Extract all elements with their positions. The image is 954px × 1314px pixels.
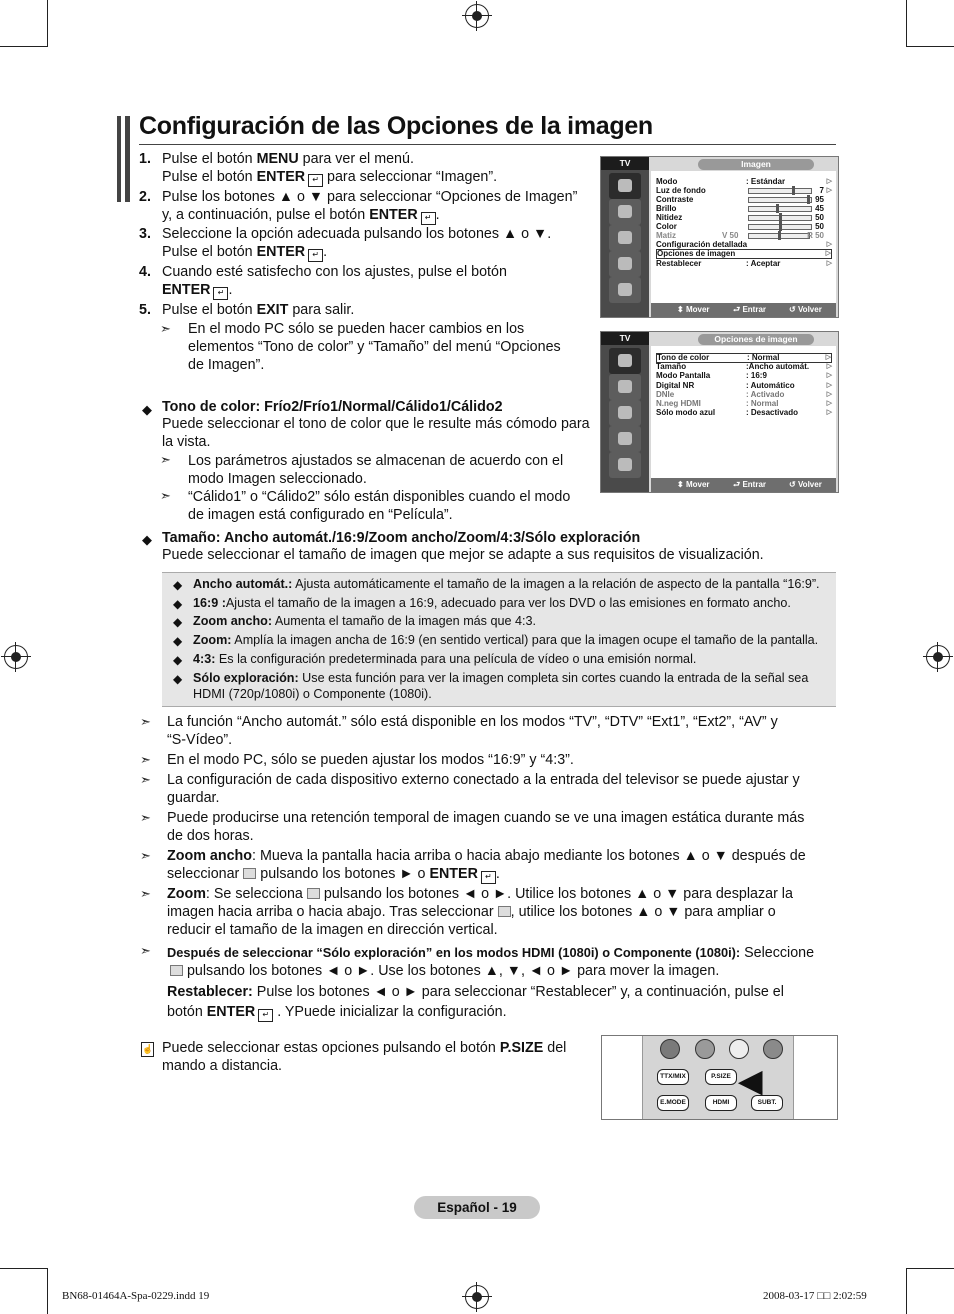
title-bar: [125, 116, 130, 202]
remote-body: [642, 1036, 794, 1119]
note-pc: En el modo PC sólo se pueden hacer cambios en los elementos “Tono de color” y “Tamaño” del menú “Opciones de Imagen”.: [188, 321, 561, 373]
diamond-bullet-icon: ◆: [173, 615, 183, 629]
subt-button: SUBT.: [751, 1095, 783, 1111]
diamond-bullet-icon: ◆: [173, 597, 183, 611]
pointer-arrow-icon: ◀: [739, 1065, 763, 1098]
osd-main: Tono de color : Normal ▷ Tamaño :Ancho automát. ▷ Modo Pantalla : 16:9 ▷ Digital NR : Automático ▷ DNIe : Activado ▷ N.neg HDMI : Normal ▷ Sólo modo azul : Desactivado ▷: [651, 346, 836, 478]
sound-icon: [609, 374, 641, 400]
setup-icon: [609, 426, 641, 452]
enter-icon: ↵: [421, 212, 436, 225]
note-arrow-icon: ➣: [160, 488, 171, 503]
title-bar: [117, 116, 121, 202]
channel-icon: [609, 400, 641, 426]
osd-selected-row: Tono de color : Normal ▷: [657, 353, 831, 362]
note: En el modo PC, sólo se pueden ajustar los modos “16:9” y “4:3”.: [167, 752, 574, 768]
diamond-bullet-icon: ◆: [173, 672, 183, 686]
osd-header: Imagen: [698, 159, 814, 170]
blue-button-icon: [763, 1039, 783, 1059]
psize-button: P.SIZE: [705, 1069, 737, 1085]
size-option: Zoom: Amplía la imagen ancha de 16:9 (en sentido vertical) para que la imagen ocupe el tamaño de la pantalla.: [193, 633, 819, 647]
note-solo-exploracion: Después de seleccionar “Sólo exploración” en los modos HDMI (1080i) o Componente (1080i): Seleccione pulsando los botones ◄ o ►. Use los botones ▲, ▼, ◄ o ► para mover la imagen.: [167, 945, 815, 979]
osd-header: Opciones de imagen: [698, 334, 814, 345]
step-number: 1.: [139, 151, 151, 167]
diamond-bullet-icon: ◆: [142, 532, 152, 547]
step-4: Cuando esté satisfecho con los ajustes, pulse el botón ENTER ↵ .: [162, 264, 507, 298]
hdmi-button: HDMI: [705, 1095, 737, 1111]
osd-picture-options-menu: [600, 331, 839, 493]
enter-icon: ↵: [308, 249, 323, 262]
page-title: Configuración de las Opciones de la imagen: [139, 112, 653, 140]
footer-file: BN68-01464A-Spa-0229.indd 19: [62, 1290, 210, 1302]
osd-footer: ⬍ Mover ⮐ Entrar ↺ Volver: [651, 478, 836, 492]
step-number: 2.: [139, 189, 151, 205]
size-option: Ancho automát.: Ajusta automáticamente el tamaño de la imagen a la relación de aspecto de la pantalla “16:9”.: [193, 577, 820, 591]
step-number: 4.: [139, 264, 151, 280]
note-arrow-icon: ➣: [160, 452, 171, 467]
enter-icon: ↵: [258, 1009, 273, 1022]
title-rule: [139, 144, 836, 145]
note-arrow-icon: ➣: [140, 810, 151, 825]
note: Puede producirse una retención temporal de imagen cuando se ve una imagen estática durante más de dos horas.: [167, 810, 805, 844]
enter-icon: ↵: [308, 174, 323, 187]
note-arrow-icon: ➣: [140, 886, 151, 901]
input-icon: [609, 452, 641, 478]
size-option: Zoom ancho: Aumenta el tamaño de la imagen más que 4:3.: [193, 614, 536, 628]
remote-illustration: [601, 1035, 838, 1120]
screen-mode-icon: [170, 965, 183, 976]
note-arrow-icon: ➣: [140, 752, 151, 767]
step-number: 3.: [139, 226, 151, 242]
tono-heading: Tono de color: Frío2/Frío1/Normal/Cálido1/Cálido2: [162, 399, 503, 415]
note-arrow-icon: ➣: [140, 714, 151, 729]
note: La configuración de cada dispositivo externo conectado a la entrada del televisor se puede ajustar y guardar.: [167, 772, 800, 806]
note-zoom-ancho: Zoom ancho: Mueva la pantalla hacia arriba o hacia abajo mediante los botones ▲ o ▼ después de seleccionar pulsando los botones ► o ENTER ↵ .: [167, 848, 806, 882]
step-2: Pulse los botones ▲ o ▼ para seleccionar “Opciones de Imagen” y, a continuación, pulse el botón ENTER ↵ .: [162, 189, 578, 223]
screen-mode-icon: [498, 906, 511, 917]
osd-tv-label: TV: [601, 332, 649, 345]
tono-desc: Puede seleccionar el tono de color que le resulte más cómodo para la vista.: [162, 416, 590, 450]
note-arrow-icon: ➣: [160, 321, 171, 336]
page-number-label: Español - 19: [414, 1196, 540, 1219]
enter-icon: ↵: [213, 287, 228, 300]
size-option: 4:3: Es la configuración predeterminada para una película de vídeo o una emisión normal.: [193, 652, 697, 666]
sound-icon: [609, 199, 641, 225]
registration-mark-top-icon: [465, 4, 489, 28]
registration-mark-bottom-icon: [465, 1285, 489, 1309]
screen-mode-icon: [307, 888, 320, 899]
screen-mode-icon: [243, 868, 256, 879]
tamano-desc: Puede seleccionar el tamaño de imagen que mejor se adapte a sus requisitos de visualización.: [162, 547, 764, 563]
note-restablecer: Restablecer: Pulse los botones ◄ o ► para seleccionar “Restablecer” y, a continuación, pulse el botón ENTER ↵ . YPuede inicializar la configuración.: [167, 984, 784, 1020]
registration-mark-left-icon: [4, 645, 28, 669]
picture-icon: [609, 173, 641, 199]
step-3: Seleccione la opción adecuada pulsando los botones ▲ o ▼. Pulse el botón ENTER ↵ .: [162, 226, 552, 260]
size-option: Sólo exploración: Use esta función para ver la imagen completa sin cortes cuando la entrada de la señal sea HDMI (720p/1080i) o Componente (1080i).: [193, 671, 809, 701]
input-icon: [609, 277, 641, 303]
tamano-heading: Tamaño: Ancho automát./16:9/Zoom ancho/Zoom/4:3/Sólo exploración: [162, 530, 641, 546]
tono-note-2: “Cálido1” o “Cálido2” sólo están disponibles cuando el modo de imagen está configurado en “Película”.: [188, 489, 571, 523]
note-arrow-icon: ➣: [140, 943, 151, 958]
yellow-button-icon: [729, 1039, 749, 1059]
note-arrow-icon: ➣: [140, 772, 151, 787]
diamond-bullet-icon: ◆: [173, 578, 183, 592]
picture-icon: [609, 348, 641, 374]
footer-date: 2008-03-17 □□ 2:02:59: [763, 1290, 867, 1302]
psize-text: Puede seleccionar estas opciones pulsando el botón P.SIZE del mando a distancia.: [162, 1040, 567, 1074]
osd-tv-label: TV: [601, 157, 649, 170]
remote-hand-icon: ☝: [141, 1042, 154, 1057]
osd-main: Modo : Estándar ▷ Luz de fondo 7 ▷ Contraste 95 Brillo 45 Nitidez 50 Color 50 Matiz V 50 R 50 Configuración detallada ▷ Opciones de imagen ▷ Restablecer : Aceptar ▷: [651, 171, 836, 303]
emode-button: E.MODE: [657, 1095, 689, 1111]
step-1: Pulse el botón MENU para ver el menú. Pulse el botón ENTER ↵ para seleccionar “Imagen”.: [162, 151, 498, 185]
osd-footer: ⬍ Mover ⮐ Entrar ↺ Volver: [651, 303, 836, 317]
note-arrow-icon: ➣: [140, 848, 151, 863]
channel-icon: [609, 225, 641, 251]
diamond-bullet-icon: ◆: [173, 634, 183, 648]
size-option: 16:9 :Ajusta el tamaño de la imagen a 16:9, adecuado para ver los DVD o las emisiones en formato ancho.: [193, 596, 791, 610]
step-5: Pulse el botón EXIT para salir.: [162, 302, 355, 318]
ttx-mix-button: TTX/MIX: [657, 1069, 689, 1085]
green-button-icon: [695, 1039, 715, 1059]
red-button-icon: [660, 1039, 680, 1059]
tono-note-1: Los parámetros ajustados se almacenan de acuerdo con el modo Imagen seleccionado.: [188, 453, 564, 487]
diamond-bullet-icon: ◆: [142, 402, 152, 417]
enter-icon: ↵: [481, 871, 496, 884]
osd-selected-row: Opciones de imagen ▷: [657, 249, 831, 258]
step-number: 5.: [139, 302, 151, 318]
registration-mark-right-icon: [926, 645, 950, 669]
setup-icon: [609, 251, 641, 277]
diamond-bullet-icon: ◆: [173, 653, 183, 667]
note-zoom: Zoom: Se selecciona pulsando los botones ◄ o ►. Utilice los botones ▲ o ▼ para desplazar la imagen hacia arriba o hacia abajo. Tras seleccionar , utilice los botones ▲ o ▼ para ampliar o reducir el tamaño de la imagen en dirección vertical.: [167, 886, 793, 938]
note: La función “Ancho automát.” sólo está disponible en los modos “TV”, “DTV” “Ext1”, “Ext2”, “AV” y “S-Vídeo”.: [167, 714, 778, 748]
osd-picture-menu: [600, 156, 839, 318]
